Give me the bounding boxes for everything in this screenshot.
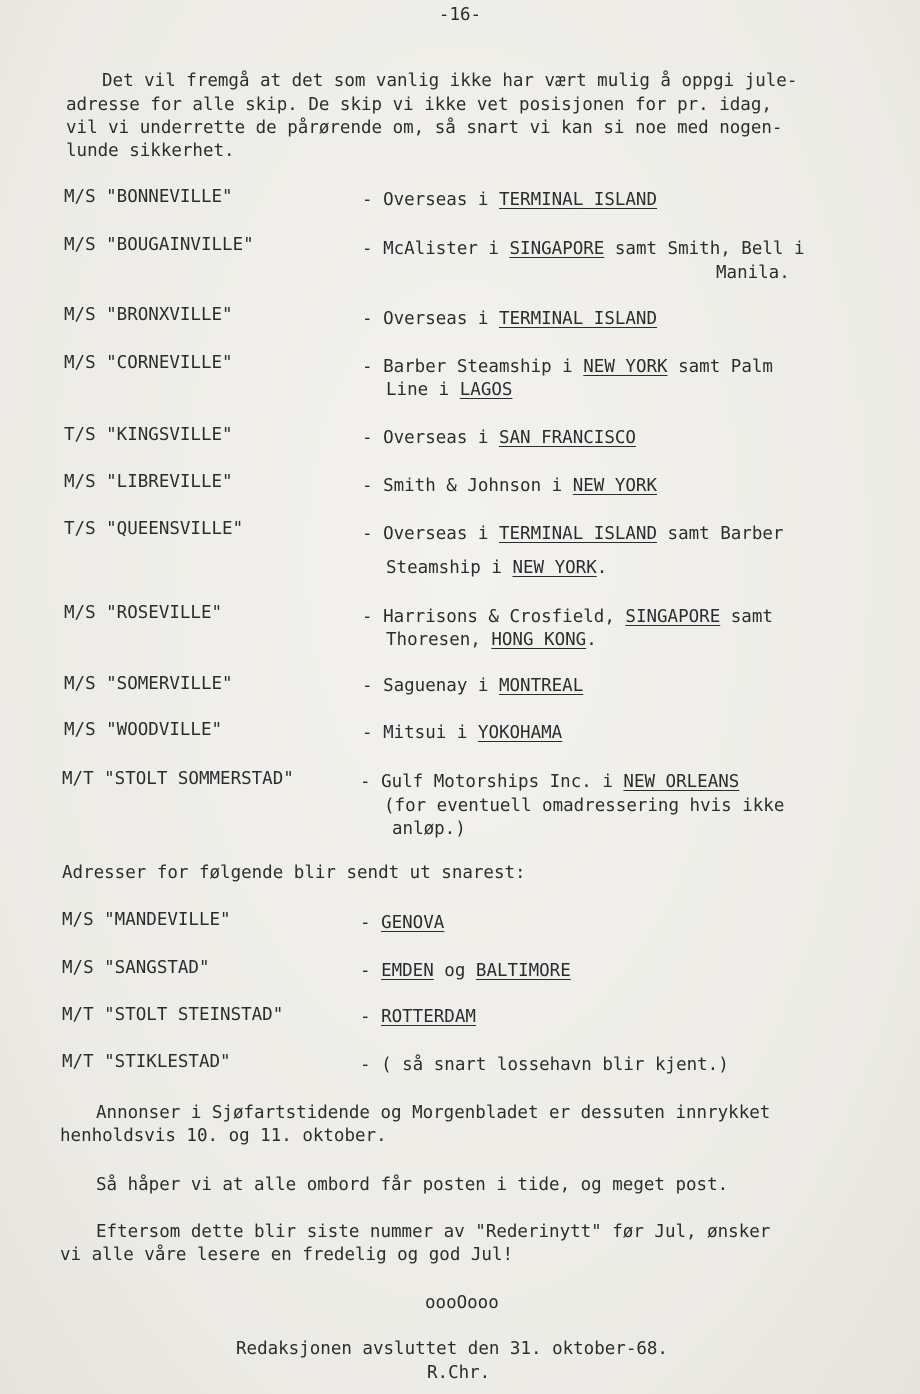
ship-name: M/T "STOLT SOMMERSTAD" [62, 769, 294, 789]
ship-address-continued: Line i LAGOS [386, 380, 513, 400]
ship-name: M/S "MANDEVILLE" [62, 910, 231, 930]
closing-line: Redaksjonen avsluttet den 31. oktober-68. [236, 1339, 668, 1359]
ship-address: - Overseas i TERMINAL ISLAND [362, 309, 658, 329]
intro-line: adresse for alle skip. De skip vi ikke vet posisjonen for pr. idag, [66, 95, 772, 115]
ship-address: - Gulf Motorships Inc. i NEW ORLEANS [360, 772, 740, 792]
ship-address-continued: anløp.) [392, 819, 466, 839]
ship-address: - Barber Steamship i NEW YORK samt Palm [362, 357, 773, 377]
intro-line: vil vi underrette de pårørende om, så snart vi kan si noe med nogen- [66, 118, 783, 138]
ads-line: Annonser i Sjøfartstidende og Morgenbladet er dessuten innrykket [96, 1103, 771, 1123]
intro-line: lunde sikkerhet. [66, 141, 235, 161]
ship-address: - ROTTERDAM [360, 1007, 476, 1027]
ship-address-continued: (for eventuell omadressering hvis ikke [384, 796, 785, 816]
page-number: -16- [438, 5, 482, 25]
ship-address: - GENOVA [360, 913, 445, 933]
ship-address: - ( så snart lossehavn blir kjent.) [360, 1055, 729, 1075]
ship-name: M/T "STOLT STEINSTAD" [62, 1005, 284, 1025]
ship-name: T/S "KINGSVILLE" [64, 425, 233, 445]
ship-address: - Harrisons & Crosfield, SINGAPORE samt [362, 607, 773, 627]
signature: R.Chr. [427, 1363, 491, 1383]
ship-address: - Overseas i TERMINAL ISLAND [362, 190, 658, 210]
ship-address: - Saguenay i MONTREAL [362, 676, 584, 696]
ship-address-continued: Thoresen, HONG KONG. [386, 630, 597, 650]
ship-name: M/S "ROSEVILLE" [64, 603, 223, 623]
ship-address: - EMDEN og BALTIMORE [360, 961, 571, 981]
christmas-line: vi alle våre lesere en fredelig og god Jul! [60, 1245, 514, 1265]
ship-address-continued: Steamship i NEW YORK. [386, 558, 608, 578]
ship-name: M/T "STIKLESTAD" [62, 1052, 231, 1072]
ship-name: T/S "QUEENSVILLE" [64, 519, 244, 539]
following-heading: Adresser for følgende blir sendt ut snarest: [62, 863, 526, 883]
separator: oooOooo [425, 1293, 499, 1313]
ship-name: M/S "BOUGAINVILLE" [64, 235, 254, 255]
ads-line: henholdsvis 10. og 11. oktober. [60, 1126, 387, 1146]
ship-name: M/S "BRONXVILLE" [64, 305, 233, 325]
ship-name: M/S "SOMERVILLE" [64, 674, 233, 694]
ship-address: - Smith & Johnson i NEW YORK [362, 476, 658, 496]
ship-name: M/S "SANGSTAD" [62, 958, 210, 978]
ship-address: - McAlister i SINGAPORE samt Smith, Bell i [362, 239, 805, 259]
ship-name: M/S "LIBREVILLE" [64, 472, 233, 492]
ship-address: - Overseas i TERMINAL ISLAND samt Barber [362, 524, 784, 544]
ship-name: M/S "CORNEVILLE" [64, 353, 233, 373]
ship-address: - Overseas i SAN FRANCISCO [362, 428, 636, 448]
ship-name: M/S "WOODVILLE" [64, 720, 223, 740]
hope-paragraph: Så håper vi at alle ombord får posten i tide, og meget post. [96, 1175, 729, 1195]
ship-address-continued: Manila. [716, 263, 790, 283]
ship-address: - Mitsui i YOKOHAMA [362, 723, 563, 743]
intro-line: Det vil fremgå at det som vanlig ikke har vært mulig å oppgi jule- [102, 71, 798, 91]
ship-name: M/S "BONNEVILLE" [64, 187, 233, 207]
christmas-line: Eftersom dette blir siste nummer av "Rederinytt" før Jul, ønsker [96, 1222, 771, 1242]
